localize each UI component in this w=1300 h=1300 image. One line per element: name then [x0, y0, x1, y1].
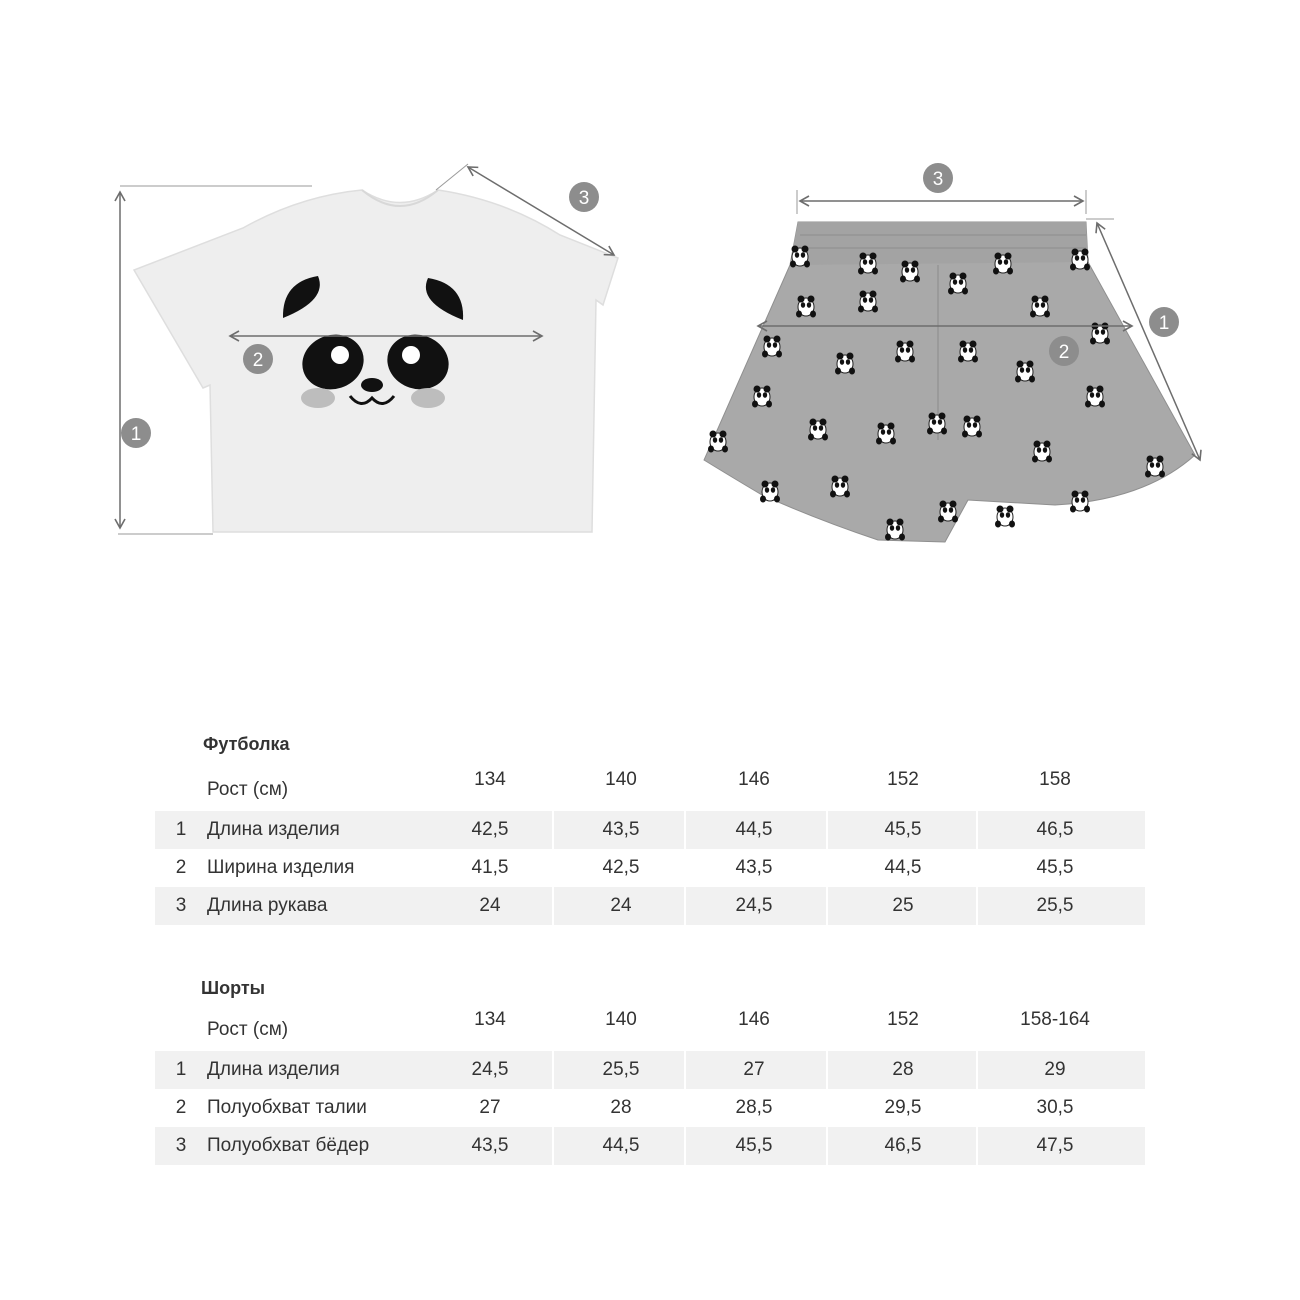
svg-text:3: 3 [932, 169, 944, 190]
tshirt-body [134, 190, 618, 532]
table-cell: 45,5 [1036, 857, 1074, 878]
table-cell: 24,5 [471, 1059, 509, 1080]
table-cell: 25,5 [1036, 895, 1074, 916]
table-cell: 44,5 [884, 857, 922, 878]
size-header: 140 [605, 1009, 637, 1030]
row-label: Полуобхват бёдер [207, 1135, 370, 1156]
table-row [155, 1127, 1145, 1165]
row-number: 3 [175, 895, 187, 916]
table-cell: 43,5 [735, 857, 773, 878]
shorts-illustration [704, 190, 1200, 542]
marker-badge-2 [1049, 336, 1079, 366]
size-header: 134 [474, 769, 506, 790]
marker-badge-1 [121, 418, 151, 448]
tshirt-size-table [155, 769, 1145, 925]
garment-diagram [0, 0, 1300, 620]
table-cell: 30,5 [1036, 1097, 1074, 1118]
table-row [155, 1089, 1145, 1127]
table-cell: 46,5 [884, 1135, 922, 1156]
row-number: 1 [175, 819, 187, 840]
marker-badge-3 [569, 182, 599, 212]
tshirt-table-title: Футболка [203, 734, 290, 754]
size-header: 134 [474, 1009, 506, 1030]
table-cell: 41,5 [471, 857, 509, 878]
table-cell: 24 [479, 895, 501, 916]
marker-badge-3 [923, 163, 953, 193]
table-header-row [155, 1009, 1145, 1051]
svg-text:2: 2 [252, 350, 264, 371]
table-cell: 28 [892, 1059, 914, 1080]
marker-badge-2 [243, 344, 273, 374]
table-row [155, 811, 1145, 849]
table-cell: 45,5 [735, 1135, 773, 1156]
svg-text:1: 1 [130, 424, 142, 445]
table-cell: 43,5 [602, 819, 640, 840]
row-label: Полуобхват талии [207, 1097, 367, 1118]
row-label: Ширина изделия [207, 857, 355, 878]
marker-badge-1 [1149, 307, 1179, 337]
row-number: 3 [175, 1135, 187, 1156]
row-number: 2 [175, 1097, 187, 1118]
size-header: 158 [1039, 769, 1071, 790]
table-cell: 28 [610, 1097, 632, 1118]
table-cell: 29 [1044, 1059, 1066, 1080]
table-cell: 27 [479, 1097, 501, 1118]
row-label: Длина изделия [207, 819, 340, 840]
row-number: 1 [175, 1059, 187, 1080]
row-number: 2 [175, 857, 187, 878]
table-cell: 42,5 [471, 819, 509, 840]
table-header-row [155, 769, 1145, 811]
size-header: 152 [887, 769, 919, 790]
table-cell: 24 [610, 895, 632, 916]
row-label: Длина изделия [207, 1059, 340, 1080]
svg-text:1: 1 [1158, 313, 1170, 334]
table-cell: 25,5 [602, 1059, 640, 1080]
tshirt-illustration [118, 164, 618, 534]
table-cell: 25 [892, 895, 914, 916]
size-header: 146 [738, 769, 770, 790]
table-cell: 46,5 [1036, 819, 1074, 840]
size-header: 140 [605, 769, 637, 790]
table-cell: 43,5 [471, 1135, 509, 1156]
table-cell: 45,5 [884, 819, 922, 840]
height-label: Рост (см) [207, 779, 289, 800]
table-cell: 47,5 [1036, 1135, 1074, 1156]
table-cell: 29,5 [884, 1097, 922, 1118]
table-cell: 27 [743, 1059, 765, 1080]
table-row [155, 849, 1145, 887]
shorts-table-title: Шорты [201, 978, 266, 998]
svg-text:3: 3 [578, 188, 590, 209]
table-row [155, 887, 1145, 925]
svg-text:2: 2 [1058, 342, 1070, 363]
size-header: 152 [887, 1009, 919, 1030]
shorts-size-table [155, 1009, 1145, 1165]
table-cell: 42,5 [602, 857, 640, 878]
height-label: Рост (см) [207, 1019, 289, 1040]
table-cell: 24,5 [735, 895, 773, 916]
table-cell: 44,5 [735, 819, 773, 840]
table-cell: 44,5 [602, 1135, 640, 1156]
row-label: Длина рукава [207, 895, 328, 916]
size-header: 146 [738, 1009, 770, 1030]
size-header: 158-164 [1020, 1009, 1090, 1030]
table-row [155, 1051, 1145, 1089]
table-cell: 28,5 [735, 1097, 773, 1118]
